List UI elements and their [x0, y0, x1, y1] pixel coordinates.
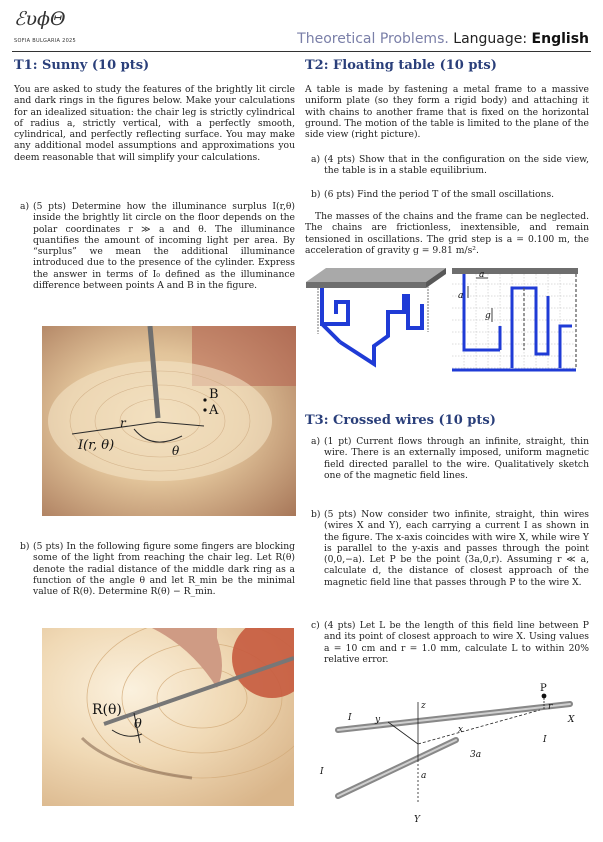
t3-question-c [311, 620, 589, 665]
t2-note: The masses of the chains and the frame can be neglected. The chains are frictionless, inextensible, and remain tensioned in oscillations. The grid step is a = 0.100 m, the acceleration of gravity g = 9.81 m/s². [305, 211, 589, 256]
t1-question-b [20, 541, 295, 597]
t1-figure-1 [42, 326, 296, 516]
label-current-2: I [320, 767, 324, 777]
t1-b-text: (5 pts) In the following figure some fingers are blocking some of the light from reaching the chair leg. Let R(θ) denote the radial distance of the middle dark ring as a function of the angle θ and let R_min be the minimal value of R(θ). Determine R(θ) − R_min. [33, 541, 295, 598]
label-theta-2: θ [134, 717, 142, 732]
t2-figures-svg [304, 264, 590, 376]
t1-a-label: a) [20, 201, 30, 212]
language-label: Language: [453, 31, 528, 47]
label-b: B [209, 387, 219, 402]
t3-c-label: c) [311, 620, 320, 631]
label-theta: θ [172, 444, 180, 458]
label-g: g [485, 311, 491, 321]
blue-frame-3d [322, 288, 422, 364]
t1-title: T1: Sunny (10 pts) [14, 58, 150, 73]
bright-circle [48, 361, 272, 481]
language-value: English [531, 31, 589, 47]
t3-a-label: a) [311, 436, 321, 447]
t2-b-label: b) [311, 189, 321, 200]
page-header [297, 31, 589, 47]
t3-b-label: b) [311, 509, 321, 520]
t3-c-text: (4 pts) Let L be the length of this field line between P and its point of closest approach to wire X. Using values a = 10 cm and r = 1.0 mm, calculate L to within 20% relative error. [324, 620, 589, 665]
side-view [452, 268, 578, 372]
t2-figures [304, 264, 590, 376]
label-z: z [421, 701, 426, 711]
point-p [542, 694, 547, 699]
label-r: r [120, 416, 126, 430]
olympiad-logo: ℰυ𝜙Θ [14, 8, 66, 30]
label-current-3: I [543, 735, 547, 745]
label-wire-x: X [568, 715, 575, 725]
plate-top [306, 268, 446, 282]
t2-a-text: (4 pts) Show that in the configuration on the side view, the table is in a stable equilibrium. [324, 154, 589, 177]
side-plate [452, 268, 578, 274]
table-3d [306, 268, 446, 364]
t1-intro: You are asked to study the features of the brightly lit circle and dark rings in the figures below. Make your calculations for an idealized situation: the chair leg is strictly cylindrical of radius a, strictly vertical, with a perfectly smooth, cylindrical, and perfectly reflecting surface. You may make any additional model assumptions and approximations you deem reasonable that will simplify your calculations. [14, 84, 295, 163]
t3-a-text: (1 pt) Current flows through an infinite, straight, thin wire. There is an externally imposed, uniform magnetic field directed parallel to the wire. Qualitatively sketch one of the magnetic field lines. [324, 436, 589, 481]
point-a [203, 408, 206, 411]
label-3a: 3a [470, 750, 482, 760]
t3-figure [308, 682, 592, 832]
label-a-depth: a [421, 771, 427, 781]
t3-figure-svg [308, 682, 592, 832]
label-r-theta: R(θ) [92, 702, 122, 718]
t1-figure-1-svg [42, 326, 296, 516]
t2-b-text: (6 pts) Find the period T of the small oscillations. [324, 189, 555, 200]
label-wire-y: Y [414, 815, 420, 825]
t1-a-text: (5 pts) Determine how the illuminance surplus I(r,θ) inside the brightly lit circle on the floor depends on the polar coordinates r ≫ a and θ. The illuminance quantifies the amount of incoming light per area. By “surplus” we mean the additional illuminance introduced due to the presence of the cylinder. Express the answer in terms of I₀ defined as the illuminance difference between points A and B in the figure. [33, 201, 295, 292]
label-x-axis: x [458, 725, 464, 735]
t2-intro: A table is made by fastening a metal frame to a massive uniform plate (so they form a rigid body) and attaching it with chains to another frame that is fixed on the horizontal ground. The motion of the table is limited to the plane of the side view (right picture). [305, 84, 589, 141]
t1-question-a [20, 201, 295, 291]
t2-question-b [311, 189, 589, 200]
section-title: Theoretical Problems. [297, 31, 449, 47]
wire-y-highlight [338, 740, 456, 796]
label-y-axis: y [375, 715, 381, 725]
side-frame [452, 274, 576, 370]
t2-a-label: a) [311, 154, 321, 165]
t3-question-a [311, 436, 589, 481]
label-a: A [209, 403, 219, 418]
label-current-1: I [348, 713, 352, 723]
label-a-side: a [458, 291, 464, 301]
header-divider [12, 51, 591, 52]
wire-x-highlight [338, 704, 570, 730]
label-a-top: a [479, 270, 485, 280]
plate-front [306, 282, 426, 288]
t2-question-a [311, 154, 589, 177]
t1-b-label: b) [20, 541, 30, 552]
t1-figure-2-svg [42, 628, 294, 806]
label-illuminance: I(r, θ) [78, 438, 115, 453]
olympiad-location: SOFIA BULGARIA 2025 [14, 38, 77, 44]
t3-title: T3: Crossed wires (10 pts) [305, 413, 496, 428]
t3-question-b [311, 509, 589, 588]
t3-b-text: (5 pts) Now consider two infinite, straight, thin wires (wires X and Y), each carrying a current I as shown in the figure. The x-axis coincides with wire X, while wire Y is parallel to the y-axis and passes through the point (0,0,−a). Let P be the point (3a,0,r). Assuming r ≪ a, calculate d, the distance of closest approach of the magnetic field line that passes through P to the wire X. [324, 509, 589, 588]
label-p: P [540, 683, 547, 694]
t1-figure-2 [42, 628, 294, 806]
point-b [203, 398, 206, 401]
label-r-small: r [548, 702, 553, 712]
t2-title: T2: Floating table (10 pts) [305, 58, 497, 73]
